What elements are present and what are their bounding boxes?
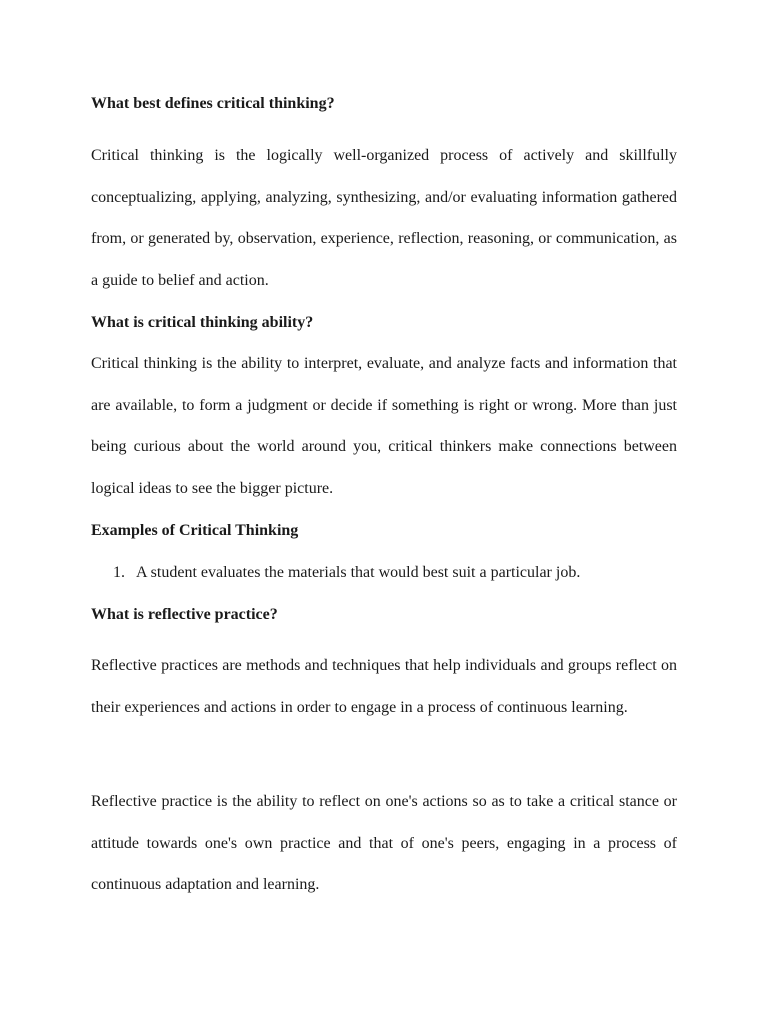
list-item [113, 563, 580, 583]
list-item-number: 1. [113, 564, 125, 581]
paragraph-reflective-practice-ability: Reflective practice is the ability to reflect on one's actions so as to take a critical stance or attitude towards one's own practice and that of one's peers, engaging in a process of continuous adaptation and learning. [91, 793, 677, 894]
heading-critical-thinking-ability: What is critical thinking ability? [91, 314, 314, 331]
heading-reflective-practice: What is reflective practice? [91, 606, 278, 623]
heading-examples: Examples of Critical Thinking [91, 522, 299, 539]
heading-critical-thinking-definition: What best defines critical thinking? [91, 95, 335, 112]
list-item-text: A student evaluates the materials that would best suit a particular job. [136, 564, 581, 581]
paragraph-reflective-practices: Reflective practices are methods and techniques that help individuals and groups reflect on their experiences and actions in order to engage in a process of continuous learning. [91, 657, 677, 716]
paragraph-critical-thinking-ability: Critical thinking is the ability to interpret, evaluate, and analyze facts and information that are available, to form a judgment or decide if something is right or wrong. More than just being curious about the world around you, critical thinkers make connections between logical ideas to see the bigger picture. [91, 355, 677, 498]
paragraph-critical-thinking-definition: Critical thinking is the logically well-organized process of actively and skillfully conceptualizing, applying, analyzing, synthesizing, and/or evaluating information gathered from, or generated by, observation, experience, reflection, reasoning, or communication, as a guide to belief and action. [91, 147, 677, 290]
examples-list [113, 563, 580, 583]
